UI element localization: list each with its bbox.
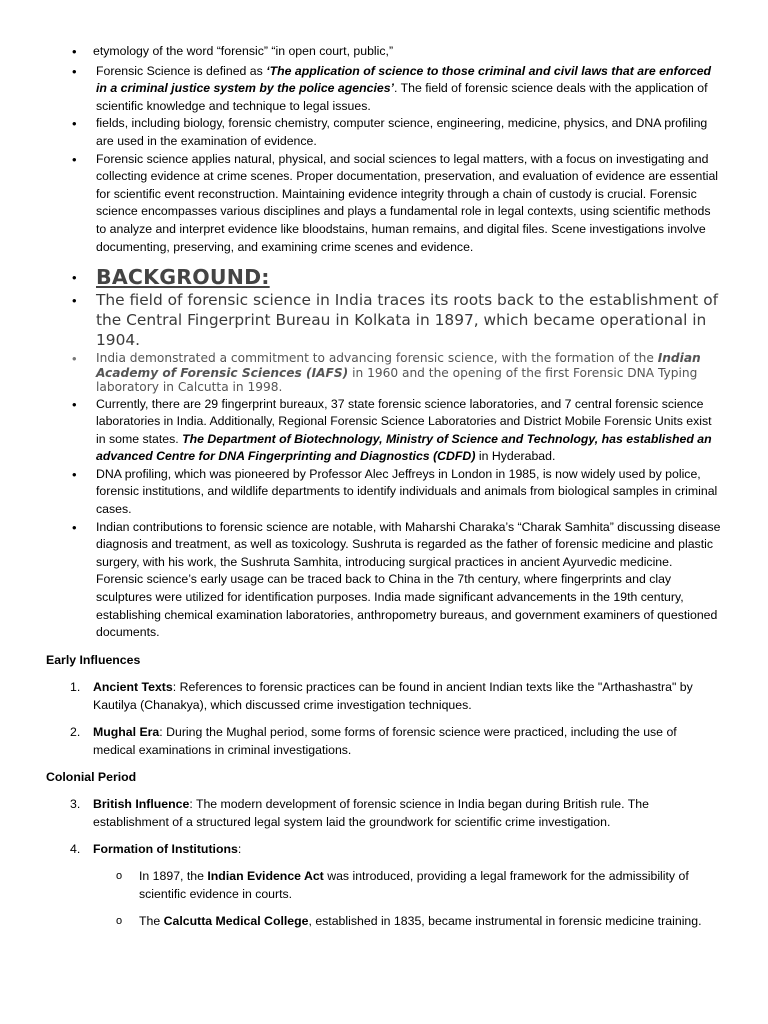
background-list [0,264,768,642]
numbered-item: 1. Ancient Texts: References to forensic practices can be found in ancient Indian texts like the "Arthashastra" by Kautilya (Chanakya), which discussed crime investigation techniques. [70,680,693,712]
list-item: • etymology of the word “forensic” “in open court, public,” [72,44,394,59]
numbered-item: 2. Mughal Era: During the Mughal period, some forms of forensic science were practiced, including the use of medical examinations in criminal investigations. [70,725,677,757]
bullet-icon: • [72,151,77,167]
list-item: • Indian contributions to forensic science are notable, with Maharshi Charaka’s “Charak Samhita” discussing disease diagnosis and treatment, as well as toxicology. Sushruta is regarded as the father of forensic medicine and plastic surgery, with his work, the Sushruta Samhita, introducing surgical practices in ancient Ayurvedic medicine. Forensic science’s early usage can be traced back to China in the 7th century, where fingerprints and clay sculptures were utilized for identification purposes. India made significant advancements in the 19th century, establishing chemical examination laboratories, anthropometry bureaus, and government examiners of questioned documents. [72,519,721,640]
numbered-item: 3. British Influence: The modern development of forensic science in India began during British rule. The establishment of a structured legal system laid the groundwork for scientific crime investigation. [70,797,649,829]
list-item: • DNA profiling, which was pioneered by Professor Alec Jeffreys in London in 1985, is now widely used by police, forensic institutions, and wildlife departments to identify individuals and animals from biological samples in criminal cases. [72,466,718,517]
list-item: • Forensic science applies natural, physical, and social sciences to legal matters, with a focus on investigating and collecting evidence at crime scenes. Proper documentation, preservation, and evaluation of evidence are essential for scientific event reconstruction. Maintaining evidence integrity through a chain of custody is crucial. Forensic science encompasses various disciplines and plays a fundamental role in legal contexts, using scientific methods to analyze and interpret evidence like bloodstains, human remains, and digital files. Scene investigations involve documenting, preserving, and examining crime scenes and evidence. [72,151,719,254]
sub-list-item: o The Calcutta Medical College, established in 1835, became instrumental in forensic medicine training. [0,913,768,931]
numbered-item: 4. Formation of Institutions: [70,842,242,856]
list-item: • Forensic Science is defined as ‘The application of science to those criminal and civil laws that are enforced in a criminal justice system by the police agencies’. The field of forensic science deals with the application of scientific knowledge and technique to legal issues. [72,63,712,113]
intro-bullet-list [0,43,768,256]
colonial-period-heading: Colonial Period [46,770,137,784]
bullet-icon: • [72,44,77,59]
sub-list-item: o In 1897, the Indian Evidence Act was introduced, providing a legal framework for the admissibility of scientific evidence in courts. [116,869,689,901]
list-item: • Currently, there are 29 fingerprint bureaux, 37 state forensic science laboratories, and 7 central forensic science laboratories in India. Additionally, Regional Forensic Science Laboratories and District Mobile Forensic Units exist in some states. The Department of Biotechnology, Ministry of Science and Technology, has established an advanced Centre for DNA Fingerprinting and Diagnostics (CDFD) in Hyderabad. [72,396,712,464]
bullet-icon: • [72,396,77,412]
circle-bullet-icon: o [116,915,123,927]
bullet-icon: • [72,466,77,482]
early-influences-heading: Early Influences [46,653,141,667]
bullet-icon: • [72,270,77,285]
bullet-icon: • [72,116,77,132]
bullet-icon: • [72,519,77,535]
background-heading-item [0,264,768,290]
bullet-icon: • [72,63,77,79]
section-heading: BACKGROUND: [96,265,270,289]
list-item: • India demonstrated a commitment to advancing forensic science, with the formation of the Indian Academy of Forensic Sciences (IAFS) in 1960 and the opening of the first Forensic DNA Typing laboratory in Calcutta in 1998. [72,351,701,394]
list-item: • The field of forensic science in India traces its roots back to the establishment of the Central Fingerprint Bureau in Kolkata in 1897, which became operational in 1904. [72,291,719,349]
bullet-icon: • [72,293,77,308]
definition-emphasis: ‘The application of science to those criminal and civil laws that are enforced in a criminal justice system by the police agencies’ [96,63,712,96]
list-item: • fields, including biology, forensic chemistry, computer science, engineering, medicine, physics, and DNA profiling are used in the examination of evidence. [72,116,708,148]
circle-bullet-icon: o [116,870,123,882]
bullet-icon: • [72,351,77,366]
